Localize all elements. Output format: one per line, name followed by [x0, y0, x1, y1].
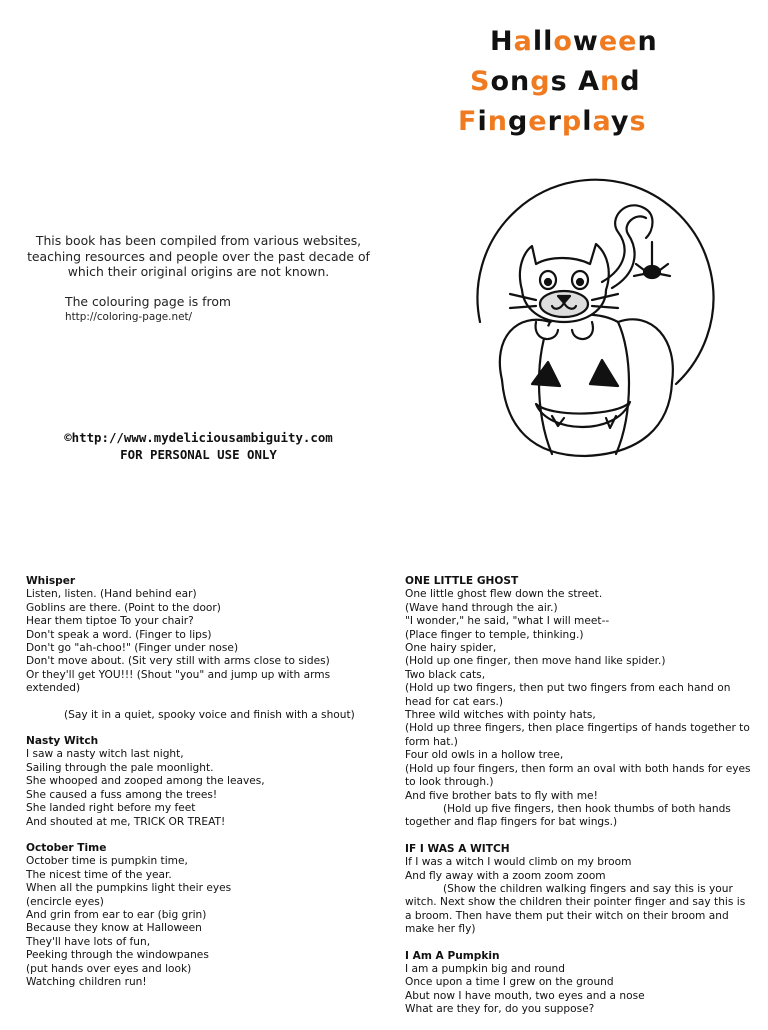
song-block	[405, 950, 755, 1017]
song-block	[26, 735, 381, 829]
title-letters: e	[528, 106, 548, 137]
title-letters: a	[513, 26, 533, 57]
song-instruction: (Show the children walking fingers and say this is your witch. Next show the children their pointer finger and say this is a broom. Then have them put their witch on their broom and make her fly)	[405, 882, 746, 936]
personal-use-notice: FOR PERSONAL USE ONLY	[120, 447, 277, 462]
song-line: (Place finger to temple, thinking.)	[405, 628, 584, 641]
copyright-block	[26, 429, 371, 463]
title-letters: n	[510, 66, 531, 97]
title-letters: y	[610, 106, 630, 137]
song-line: Three wild witches with pointy hats,	[405, 709, 596, 722]
song-title: IF I WAS A WITCH	[405, 842, 510, 855]
song-title: Nasty Witch	[26, 735, 99, 748]
song-line: Once upon a time I grew on the ground	[405, 976, 614, 989]
song-line: "I wonder," he said, "what I will meet--	[405, 615, 610, 628]
title-letters: l	[582, 106, 593, 137]
song-line: Don't move about. (Sit very still with arms close to sides)	[26, 655, 330, 668]
song-line: Hear them tiptoe To your chair?	[26, 615, 194, 628]
book-title	[456, 22, 658, 142]
title-letters: p	[561, 106, 583, 137]
cat-on-jack-o-lantern-illustration	[440, 172, 715, 467]
copyright-site[interactable]: ©http://www.mydeliciousambiguity.com	[64, 430, 333, 445]
title-letters: g	[530, 66, 551, 97]
title-letters	[568, 66, 578, 97]
song-line: And five brother bats to fly with me!	[405, 789, 598, 802]
song-line: Don't speak a word. (Finger to lips)	[26, 628, 212, 641]
right-column	[405, 575, 755, 1030]
song-line: They'll have lots of fun,	[26, 935, 151, 948]
title-letters: o	[553, 26, 573, 57]
title-letters: S	[470, 66, 491, 97]
title-letters: n	[637, 26, 658, 57]
left-column	[26, 575, 381, 1002]
song-line: One little ghost flew down the street.	[405, 588, 603, 601]
title-letters: A	[578, 66, 600, 97]
song-line: Goblins are there. (Point to the door)	[26, 601, 221, 614]
song-line: (encircle eyes)	[26, 895, 104, 908]
title-letters: H	[490, 26, 514, 57]
song-line: Or they'll get YOU!!! (Shout "you" and jump up with arms extended)	[26, 668, 331, 695]
song-block	[405, 843, 755, 937]
song-title: I Am A Pumpkin	[405, 949, 500, 962]
song-line: And shouted at me, TRICK OR TREAT!	[26, 815, 226, 828]
song-line: She whooped and zooped among the leaves,	[26, 775, 265, 788]
song-line: When all the pumpkins light their eyes	[26, 882, 232, 895]
song-line: Listen, listen. (Hand behind ear)	[26, 588, 197, 601]
title-line-3	[458, 102, 658, 142]
song-note: (Say it in a quiet, spooky voice and finish with a shout)	[64, 708, 355, 721]
title-line-1	[490, 22, 658, 62]
song-line: And grin from ear to ear (big grin)	[26, 908, 207, 921]
title-line-2	[470, 62, 658, 102]
song-line: (Hold up three fingers, then place fingertips of hands together to form hat.)	[405, 722, 750, 748]
title-letters: o	[490, 66, 511, 97]
colouring-page-url[interactable]: http://coloring-page.net/	[65, 311, 193, 323]
colouring-page-credit: The colouring page is from	[65, 294, 232, 309]
song-line: One hairy spider,	[405, 642, 497, 655]
title-letters: d	[620, 66, 641, 97]
song-line: Sailing through the pale moonlight.	[26, 761, 214, 774]
song-line: (Wave hand through the air.)	[405, 601, 558, 614]
song-line: Abut now I have mouth, two eyes and a nose	[405, 989, 645, 1002]
song-line: Because they know at Halloween	[26, 922, 202, 935]
song-block	[405, 575, 755, 830]
song-line: Peeking through the windowpanes	[26, 949, 209, 962]
song-line: She landed right before my feet	[26, 802, 196, 815]
title-letters: n	[487, 106, 508, 137]
song-line: (Hold up one finger, then move hand like spider.)	[405, 655, 666, 668]
song-line: (Hold up two fingers, then put two fingers from each hand on head for cat ears.)	[405, 682, 731, 708]
song-line: Four old owls in a hollow tree,	[405, 749, 564, 762]
title-letters: w	[572, 26, 599, 57]
song-line: I am a pumpkin big and round	[405, 962, 565, 975]
song-block	[26, 575, 381, 722]
song-title: ONE LITTLE GHOST	[405, 575, 519, 587]
song-line: I saw a nasty witch last night,	[26, 748, 184, 761]
song-line: Two black cats,	[405, 668, 486, 681]
song-line: (Hold up four fingers, then form an oval with both hands for eyes to look through.)	[405, 762, 751, 789]
title-letters: a	[592, 106, 611, 137]
title-letters: i	[477, 106, 488, 137]
title-letters: s	[550, 66, 568, 97]
song-line: The nicest time of the year.	[26, 868, 172, 881]
song-line: And fly away with a zoom zoom zoom	[405, 869, 606, 882]
title-letters: F	[458, 106, 478, 137]
title-letters: n	[599, 66, 621, 97]
song-line: If I was a witch I would climb on my broom	[405, 856, 632, 869]
intro-text: This book has been compiled from various websites, teaching resources and people over the past decade of which their original origins are not known.	[27, 233, 370, 279]
song-line: She caused a fuss among the trees!	[26, 788, 218, 801]
title-letters: ee	[598, 26, 638, 57]
title-letters: r	[547, 106, 562, 137]
song-title: October Time	[26, 841, 107, 854]
song-line: Don't go "ah-choo!" (Finger under nose)	[26, 642, 239, 655]
title-letters: ll	[532, 26, 554, 57]
song-line: October time is pumpkin time,	[26, 855, 188, 868]
song-instruction: (Hold up five fingers, then hook thumbs of both hands together and flap fingers for bat wings.)	[405, 802, 731, 829]
song-line: Watching children run!	[26, 975, 147, 988]
title-letters: g	[507, 106, 529, 137]
song-line: (put hands over eyes and look)	[26, 962, 192, 975]
title-letters: s	[629, 106, 647, 137]
song-line: What are they for, do you suppose?	[405, 1003, 595, 1016]
song-title: Whisper	[26, 575, 76, 587]
song-block	[26, 842, 381, 989]
